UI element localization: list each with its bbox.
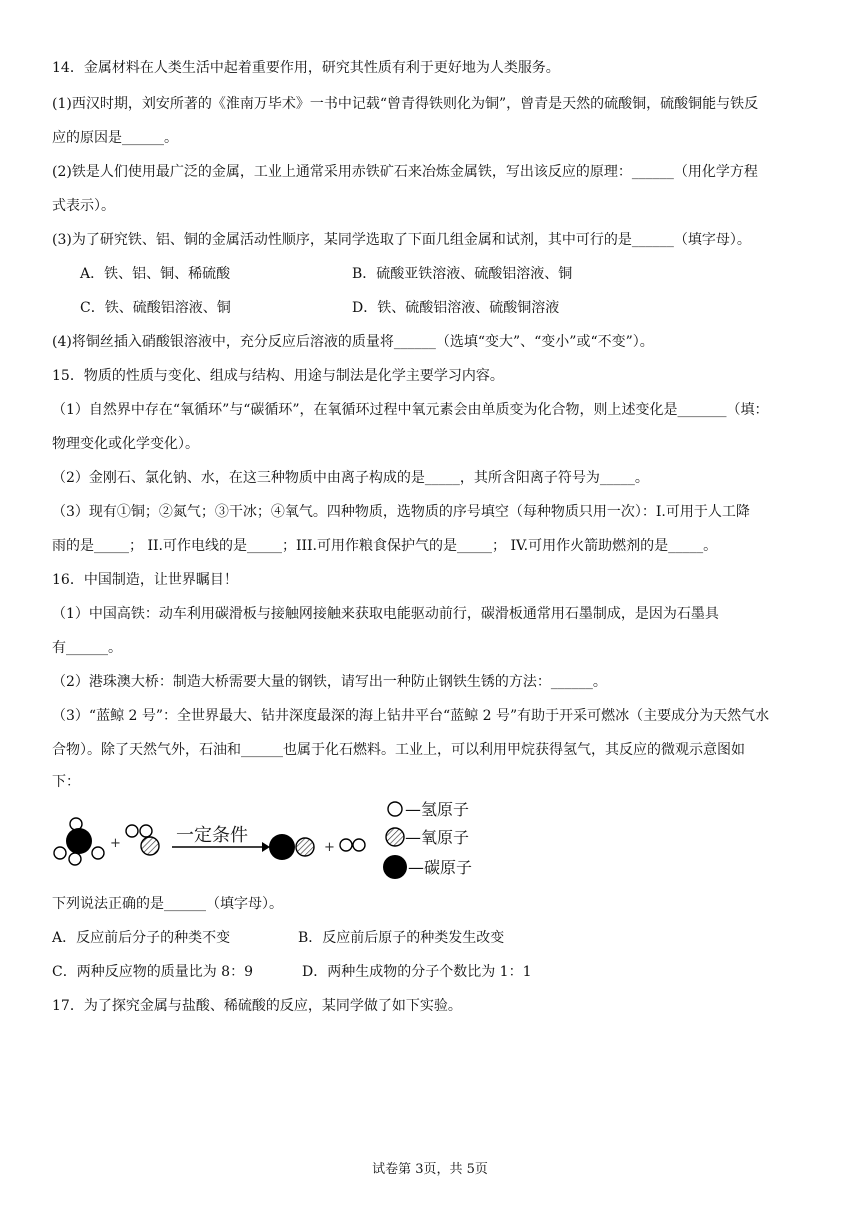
carbon-atom [269, 834, 295, 860]
q16-part3-line1: （3）“蓝鲸 2 号”：全世界最大、钻井深度最深的海上钻井平台“蓝鲸 2 号”有助于开采可燃冰（主要成分为天然气水 [52, 708, 770, 724]
q15-part1-line1: （1）自然界中存在“氧循环”与“碳循环”，在氧循环过程中氧元素会由单质变为化合物，则上述变化是_______（填： [52, 402, 769, 418]
q14-part2-line2: 式表示）。 [52, 198, 115, 214]
hydrogen-atom [54, 847, 66, 859]
hydrogen-atom [126, 825, 138, 837]
q15-stem: 15．物质的性质与变化、组成与结构、用途与制法是化学主要学习内容。 [52, 368, 504, 384]
q16-option-c: C．两种反应物的质量比为 8：9 [52, 964, 253, 980]
hydrogen-legend-symbol [388, 802, 402, 816]
q15-part3-line1: （3）现有①铜；②氮气；③干冰；④氧气。四种物质，选物质的序号填空（每种物质只用一次）：I.可用于人工降 [52, 504, 750, 520]
reaction-condition-label: 一定条件 [176, 825, 248, 846]
q16-option-b: B．反应前后原子的种类发生改变 [298, 930, 505, 946]
q14-part1-line2: 应的原因是______。 [52, 130, 178, 146]
oxygen-legend-symbol [386, 828, 404, 846]
page-footer: 试卷第 3页，共 5页 [372, 1162, 488, 1177]
q15-part2: （2）金刚石、氯化钠、水，在这三种物质中由离子构成的是_____，其所含阳离子符号为_____。 [52, 470, 649, 486]
q16-part1-line1: （1）中国高铁：动车利用碳滑板与接触网接触来获取电能驱动前行，碳滑板通常用石墨制成，是因为石墨具 [52, 606, 719, 622]
q14-part4: (4)将铜丝插入硝酸银溶液中，充分反应后溶液的质量将______（选填“变大”、“变小”或“不变”）。 [52, 334, 654, 350]
q14-option-a: A．铁、铝、铜、稀硫酸 [80, 266, 231, 282]
carbon-legend-label: —碳原子 [408, 858, 473, 877]
carbon-atom [66, 828, 92, 854]
q14-option-d: D．铁、硫酸铝溶液、硫酸铜溶液 [352, 300, 560, 316]
q15-part3-line2: 雨的是_____； II.可作电线的是_____；III.可用作粮食保护气的是_____； IV.可用作火箭助燃剂的是_____。 [52, 538, 718, 554]
hydrogen-legend-label: —氢原子 [405, 800, 470, 819]
q16-option-a: A．反应前后分子的种类不变 [52, 930, 231, 946]
q16-part1-line2: 有______。 [52, 640, 122, 656]
hydrogen-atom [353, 839, 365, 851]
hydrogen-atom [69, 853, 81, 865]
q16-part3-line2: 合物）。除了天然气外，石油和______也属于化石燃料。工业上，可以利用甲烷获得氢气，其反应的微观示意图如 [52, 742, 745, 758]
carbon-monoxide-molecule [269, 834, 314, 860]
q14-part3: (3)为了研究铁、铝、铜的金属活动性顺序，某同学选取了下面几组金属和试剂，其中可行的是______（填字母）。 [52, 232, 751, 248]
q14-option-c: C．铁、硫酸铝溶液、铜 [80, 300, 231, 316]
plus-sign: + [110, 836, 121, 851]
q16-option-d: D．两种生成物的分子个数比为 1：1 [302, 964, 532, 980]
q17-stem: 17．为了探究金属与盐酸、稀硫酸的反应，某同学做了如下实验。 [52, 998, 462, 1014]
reaction-diagram [48, 795, 508, 890]
atom-legend [383, 800, 472, 879]
oxygen-atom [141, 837, 159, 855]
plus-sign: + [324, 840, 335, 855]
q16-part3-line3: 下： [52, 774, 80, 790]
q14-part1-line1: (1)西汉时期，刘安所著的《淮南万毕术》一书中记载“曾青得铁则化为铜”，曾青是天然的硫酸铜，硫酸铜能与铁反 [52, 96, 759, 112]
hydrogen-atom [140, 825, 152, 837]
water-molecule [126, 825, 159, 855]
q16-stem: 16．中国制造，让世界瞩目！ [52, 572, 238, 588]
q14-part2-line1: (2)铁是人们使用最广泛的金属，工业上通常采用赤铁矿石来冶炼金属铁，写出该反应的原理：______（用化学方程 [52, 164, 758, 180]
q14-stem: 14．金属材料在人类生活中起着重要作用，研究其性质有利于更好地为人类服务。 [52, 60, 560, 76]
q16-part2: （2）港珠澳大桥：制造大桥需要大量的钢铁，请写出一种防止钢铁生锈的方法：______。 [52, 674, 607, 690]
reaction-arrow-head [262, 842, 270, 852]
hydrogen-atom [92, 847, 104, 859]
q15-part1-line2: 物理变化或化学变化）。 [52, 436, 199, 452]
hydrogen-molecule [340, 839, 365, 851]
oxygen-atom [296, 838, 314, 856]
methane-molecule [54, 818, 104, 865]
q14-option-b: B．硫酸亚铁溶液、硫酸铝溶液、铜 [352, 266, 573, 282]
q16-ask: 下列说法正确的是______（填字母）。 [52, 896, 283, 912]
hydrogen-atom [340, 839, 352, 851]
oxygen-legend-label: —氧原子 [405, 828, 470, 847]
carbon-legend-symbol [383, 855, 407, 879]
